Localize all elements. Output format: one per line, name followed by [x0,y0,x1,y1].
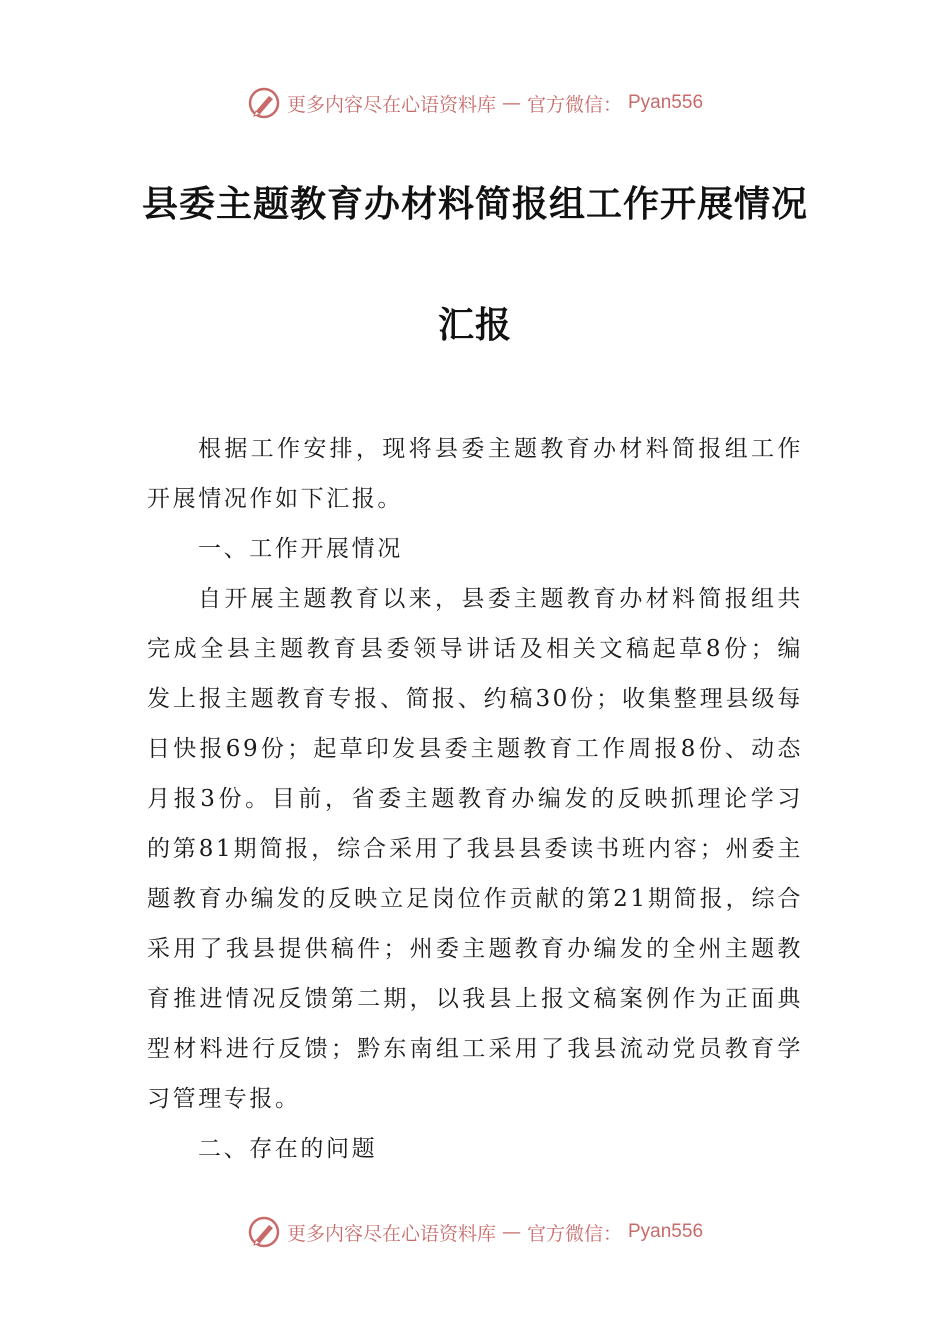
document-title-line1: 县委主题教育办材料简报组工作开展情况 [141,183,808,225]
watermark-wechat-label: 官方微信： [526,93,622,116]
watermark-text: 更多内容尽在心语资料库 [286,93,496,116]
section-heading-2: 二、存在的问题 [198,1136,378,1162]
section-heading-1: 一、工作开展情况 [198,536,403,562]
document-title-line2: 汇报 [437,304,512,346]
watermark-text: 更多内容尽在心语资料库 [286,1222,496,1245]
watermark-separator: — [501,1221,521,1243]
pen-logo-icon [247,1215,281,1249]
paragraph-intro: 根据工作安排，现将县委主题教育办材料简报组工作开展情况作如下汇报。 [147,436,803,512]
watermark-header [0,83,950,123]
watermark-separator: — [501,92,521,114]
watermark-wechat-id: Pyan556 [628,92,704,113]
watermark-wechat-label: 官方微信： [526,1222,622,1245]
watermark-footer [0,1212,950,1252]
pen-logo-icon [247,86,281,120]
watermark-wechat-id: Pyan556 [628,1221,704,1242]
document-body [147,424,803,1174]
paragraph-work-progress: 自开展主题教育以来，县委主题教育办材料简报组共完成全县主题教育县委领导讲话及相关文稿起草8份；编发上报主题教育专报、简报、约稿30份；收集整理县级每日快报69份；起草印发县委主题教育工作周报8份、动态月报3份。目前，省委主题教育办编发的反映抓理论学习的第81期简报，综合采用了我县县委读书班内容；州委主题教育办编发的反映立足岗位作贡献的第21期简报，综合采用了我县提供稿件；州委主题教育办编发的全州主题教育推进情况反馈第二期，以我县上报文稿案例作为正面典型材料进行反馈；黔东南组工采用了我县流动党员教育学习管理专报。 [147,586,803,1112]
